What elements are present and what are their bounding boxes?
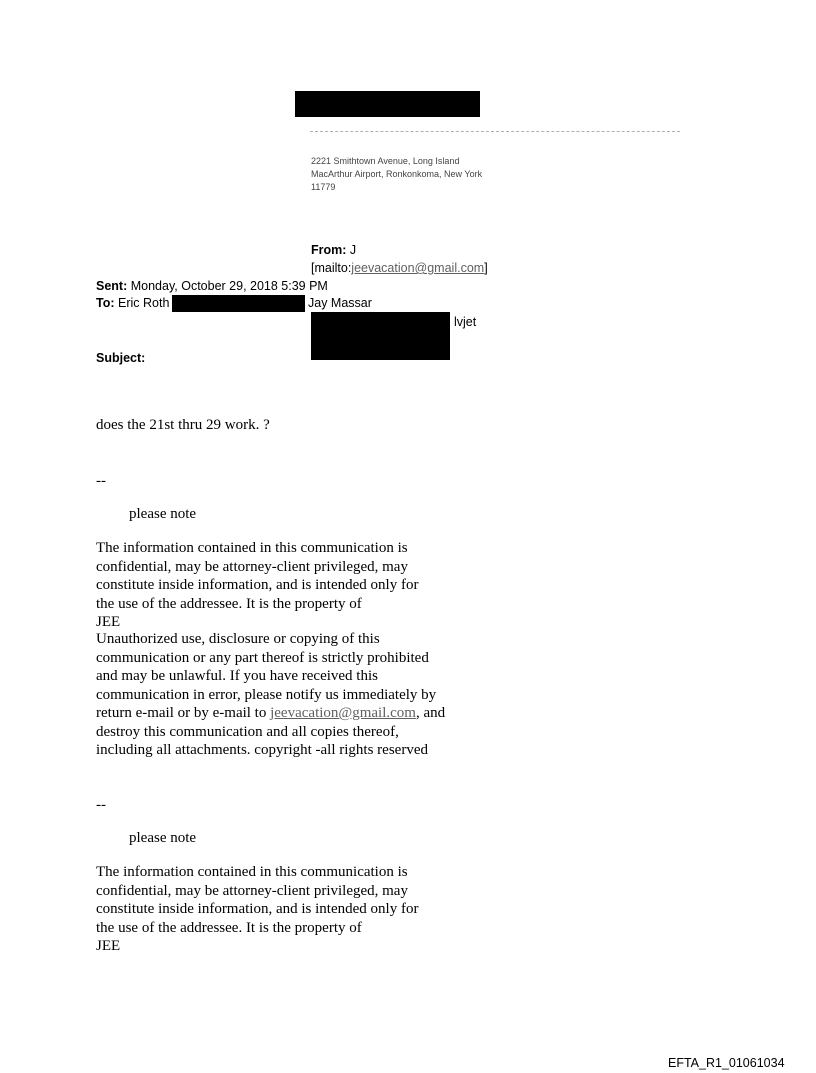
address-line-3: 11779 (311, 182, 336, 192)
document-id: EFTA_R1_01061034 (668, 1056, 785, 1070)
disclaimer-2-paragraph-1: The information contained in this communication is confidential, may be attorney-client privileged, may constitute inside information, and is intended only for the use of the addressee. It is the property of JEE (96, 864, 419, 954)
from-label: From: (311, 243, 347, 257)
from-value: J (349, 243, 357, 257)
to-field (96, 294, 169, 312)
sent-value: Monday, October 29, 2018 5:39 PM (130, 279, 328, 293)
disclaimer-1-text-a: Unauthorized use, disclosure or copying of this communication or any part thereof is strictly prohibited and may be unlawful. If you have received this communication in error, please notify us immediately by return e-mail or by e-mail to (96, 631, 437, 721)
disclaimer-1-paragraph-2 (96, 630, 536, 760)
to-recipient-1: Eric Roth (118, 296, 170, 310)
mailto-suffix: ] (484, 261, 488, 275)
to-label: To: (96, 296, 115, 310)
disclaimer-1-paragraph-1: The information contained in this communication is confidential, may be attorney-client privileged, may constitute inside information, and is intended only for the use of the addressee. It is the property of JEE (96, 540, 419, 630)
separator-2: -- (96, 797, 106, 813)
redaction-to-email (172, 295, 305, 312)
message-text: does the 21st thru 29 work. ? (96, 417, 270, 433)
please-note-2: please note (129, 830, 197, 846)
sent-label: Sent: (96, 279, 128, 293)
sent-field (96, 277, 328, 295)
to-recipient-3: lvjet (454, 315, 477, 329)
subject-field (96, 349, 145, 367)
from-mailto (311, 259, 488, 277)
mailto-prefix: [mailto: (311, 261, 352, 275)
address-line-1: 2221 Smithtown Avenue, Long Island (311, 156, 460, 166)
redaction-letterhead-name (295, 91, 480, 117)
from-field (311, 241, 356, 259)
letterhead-address (311, 155, 482, 194)
to-recipient-2: Jay Massar (308, 296, 372, 310)
disclaimer-1-text-b: , and destroy this communication and all copies thereof, including all attachments. copyright -all rights reserved (96, 705, 446, 758)
disclaimer-email-link[interactable]: jeevacation@gmail.com (270, 705, 416, 721)
address-line-2: MacArthur Airport, Ronkonkoma, New York (311, 169, 483, 179)
separator-1: -- (96, 473, 106, 489)
letterhead-divider (310, 131, 680, 132)
from-email-link[interactable]: jeevacation@gmail.com (351, 261, 485, 275)
redaction-to-recipients (311, 312, 450, 360)
please-note-1: please note (129, 506, 197, 522)
subject-label: Subject: (96, 351, 146, 365)
